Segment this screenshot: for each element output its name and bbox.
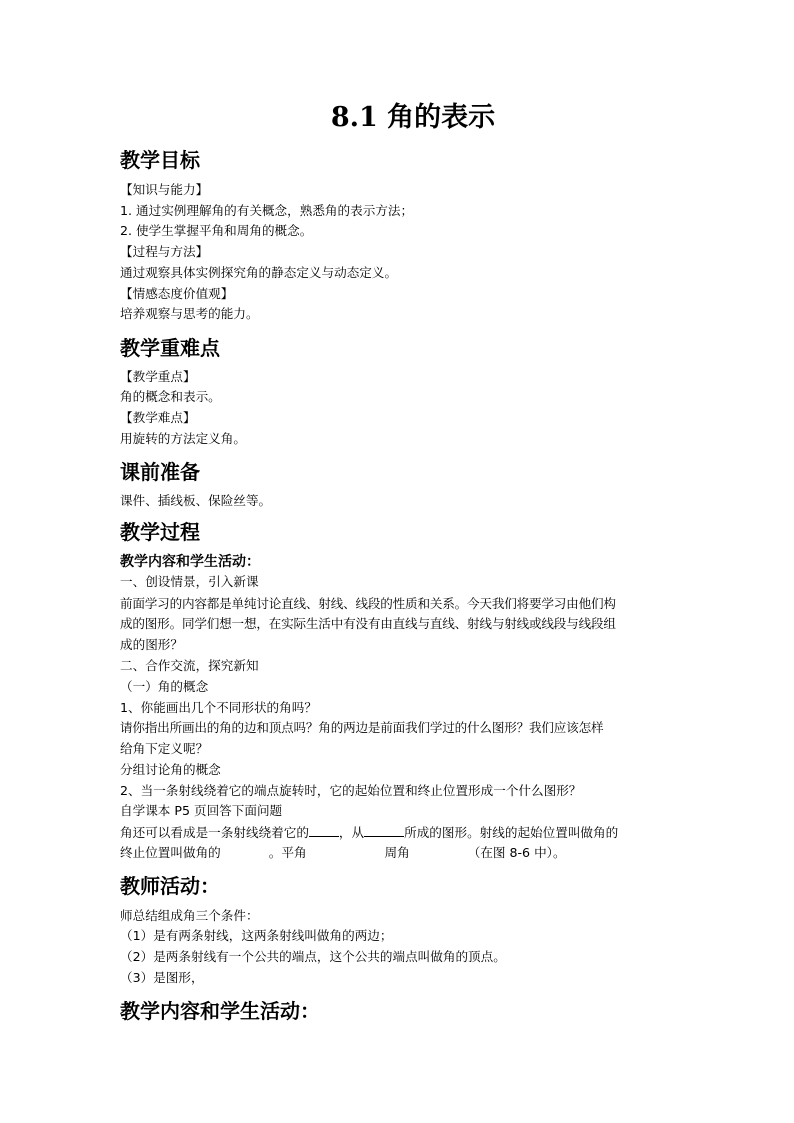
final-heading: 教学内容和学生活动： xyxy=(120,999,320,1023)
process-label: 【过程与方法】 xyxy=(120,244,209,259)
emotion-item-1: 培养观察与思考的能力。 xyxy=(120,306,259,321)
blank-1 xyxy=(309,822,339,837)
process-subheading: 教学内容和学生活动： xyxy=(120,554,260,570)
process-line-2: 前面学习的内容都是单纯讨论直线、射线、线段的性质和关系。今天我们将要学习由他们构 xyxy=(120,596,616,611)
process-item-1: 通过观察具体实例探究角的静态定义与动态定义。 xyxy=(120,265,398,280)
teacher-heading: 教师活动： xyxy=(120,874,220,898)
fill-blank-text-e: 。平角 xyxy=(268,845,307,860)
preparation-text: 课件、插线板、保险丝等。 xyxy=(120,493,272,508)
process-line-7: 1、你能画出几个不同形状的角吗？ xyxy=(120,700,317,715)
fill-blank-text-c: 所成的图形。射线的起始位置叫做角的 xyxy=(404,825,619,840)
process-line-9: 给角下定义呢？ xyxy=(120,741,209,756)
objectives-heading: 教学目标 xyxy=(120,148,200,172)
fill-blank-line-2 xyxy=(120,843,566,863)
fill-blank-text-f: 周角 xyxy=(384,845,410,860)
page-title: 8.1 角的表示 xyxy=(330,102,496,133)
fill-blank-text-d: 终止位置叫做角的 xyxy=(120,845,221,860)
knowledge-item-2: 2. 使学生掌握平角和周角的概念。 xyxy=(120,223,313,238)
knowledge-label: 【知识与能力】 xyxy=(120,182,209,197)
fill-blank-text-b: ，从 xyxy=(338,825,365,840)
key-points-heading: 教学重难点 xyxy=(120,336,220,360)
fill-blank-text-g: （在图 8-6 中）。 xyxy=(467,845,566,860)
preparation-heading: 课前准备 xyxy=(120,460,200,484)
knowledge-item-1: 1. 通过实例理解角的有关概念，熟悉角的表示方法； xyxy=(120,203,414,218)
process-line-1: 一、创设情景，引入新课 xyxy=(120,574,259,589)
process-line-3: 成的图形。同学们想一想，在实际生活中有没有由直线与直线、射线与射线或线段与线段组 xyxy=(120,616,616,631)
teacher-line-4: （3）是图形， xyxy=(120,970,204,985)
teacher-line-2: （1）是有两条射线，这两条射线叫做角的两边； xyxy=(120,928,393,943)
difficult-item-1: 用旋转的方法定义角。 xyxy=(120,431,246,446)
process-line-4: 成的图形？ xyxy=(120,637,183,652)
key-label: 【教学重点】 xyxy=(120,369,196,384)
key-item-1: 角的概念和表示。 xyxy=(120,389,221,404)
process-line-8: 请你指出所画出的角的边和顶点吗？角的两边是前面我们学过的什么图形？我们应该怎样 xyxy=(120,720,604,735)
process-line-12: 自学课本 P5 页回答下面问题 xyxy=(120,803,283,818)
process-line-10: 分组讨论角的概念 xyxy=(120,762,221,777)
teacher-line-1: 师总结组成角三个条件： xyxy=(120,908,259,923)
process-heading: 教学过程 xyxy=(120,520,200,544)
fill-blank-line-1 xyxy=(120,822,618,843)
fill-blank-text-a: 角还可以看成是一条射线绕着它的 xyxy=(120,825,309,840)
process-line-11: 2、当一条射线绕着它的端点旋转时，它的起始位置和终止位置形成一个什么图形？ xyxy=(120,783,582,798)
difficult-label: 【教学难点】 xyxy=(120,410,196,425)
teacher-line-3: （2）是两条射线有一个公共的端点，这个公共的端点叫做角的顶点。 xyxy=(120,949,506,964)
blank-2 xyxy=(364,822,404,837)
process-line-5: 二、合作交流，探究新知 xyxy=(120,658,259,673)
process-line-6: （一）角的概念 xyxy=(120,679,209,694)
emotion-label: 【情感态度价值观】 xyxy=(120,286,234,301)
